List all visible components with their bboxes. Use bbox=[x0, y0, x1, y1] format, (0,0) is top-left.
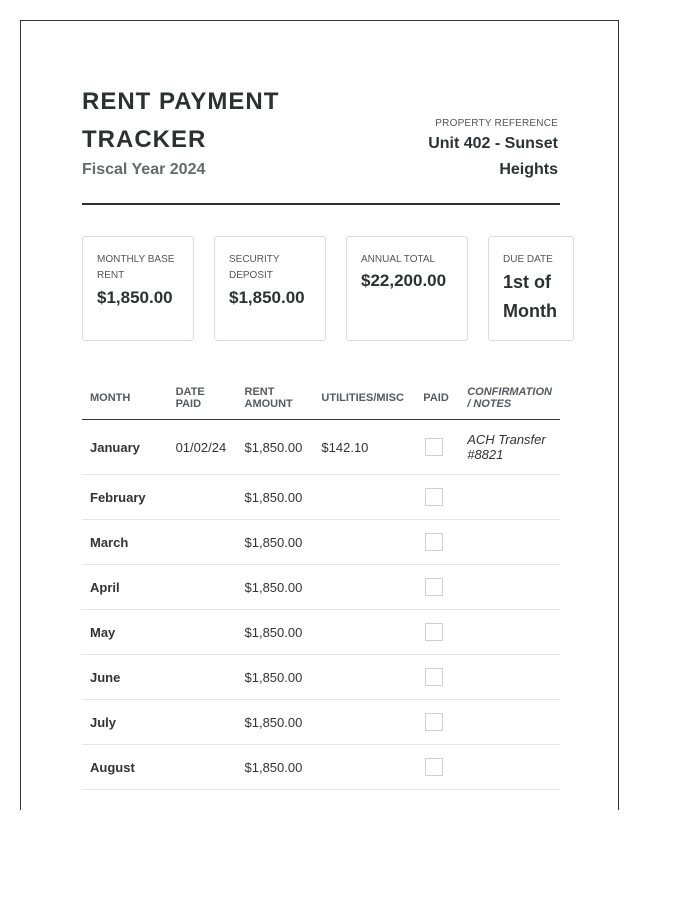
month-cell: February bbox=[82, 475, 168, 520]
rent-amount-cell: $1,850.00 bbox=[237, 700, 314, 745]
utilities-cell: $142.10 bbox=[313, 420, 415, 475]
rent-amount-cell: $1,850.00 bbox=[237, 520, 314, 565]
month-cell: May bbox=[82, 610, 168, 655]
table-row bbox=[82, 420, 560, 475]
notes-cell bbox=[459, 565, 560, 610]
notes-cell: ACH Transfer #8821 bbox=[459, 420, 560, 475]
table-row bbox=[82, 565, 560, 610]
table-row bbox=[82, 700, 560, 745]
column-header-rent-amount: RENT AMOUNT bbox=[237, 376, 314, 420]
table-row bbox=[82, 745, 560, 790]
header-divider bbox=[82, 203, 560, 205]
column-header-date-paid: DATE PAID bbox=[168, 376, 237, 420]
summary-card-value: $1,850.00 bbox=[229, 288, 305, 307]
paid-checkbox[interactable] bbox=[425, 533, 443, 551]
utilities-cell bbox=[313, 655, 415, 700]
utilities-cell bbox=[313, 520, 415, 565]
paid-cell bbox=[415, 420, 459, 475]
notes-cell bbox=[459, 610, 560, 655]
date-paid-cell bbox=[168, 610, 237, 655]
utilities-cell bbox=[313, 475, 415, 520]
paid-cell bbox=[415, 475, 459, 520]
summary-card-monthly-rent bbox=[82, 236, 194, 341]
month-cell: April bbox=[82, 565, 168, 610]
date-paid-cell bbox=[168, 520, 237, 565]
column-header-paid: PAID bbox=[415, 376, 459, 420]
utilities-cell bbox=[313, 565, 415, 610]
payment-table bbox=[82, 376, 560, 790]
column-header-month: MONTH bbox=[82, 376, 168, 420]
paid-cell bbox=[415, 700, 459, 745]
rent-amount-cell: $1,850.00 bbox=[237, 745, 314, 790]
table-row bbox=[82, 655, 560, 700]
utilities-cell bbox=[313, 745, 415, 790]
property-reference-value: Unit 402 - Sunset Heights bbox=[428, 135, 558, 178]
paid-cell bbox=[415, 565, 459, 610]
paid-checkbox[interactable] bbox=[425, 623, 443, 641]
summary-card-value: $1,850.00 bbox=[97, 288, 173, 307]
table-header-row bbox=[82, 376, 560, 420]
rent-amount-cell: $1,850.00 bbox=[237, 610, 314, 655]
paid-cell bbox=[415, 520, 459, 565]
summary-card-annual-total bbox=[346, 236, 468, 341]
summary-card-label: SECURITY DEPOSIT bbox=[229, 254, 280, 281]
month-cell: August bbox=[82, 745, 168, 790]
summary-card-security-deposit bbox=[214, 236, 326, 341]
table-row bbox=[82, 475, 560, 520]
summary-card-label: DUE DATE bbox=[503, 254, 553, 265]
summary-card-due-date bbox=[488, 236, 574, 341]
rent-amount-cell: $1,850.00 bbox=[237, 565, 314, 610]
table-row bbox=[82, 610, 560, 655]
page-title: RENT PAYMENT TRACKER bbox=[82, 88, 280, 153]
utilities-cell bbox=[313, 610, 415, 655]
date-paid-cell bbox=[168, 745, 237, 790]
column-header-utilities: UTILITIES/MISC bbox=[313, 376, 415, 420]
summary-card-value: 1st of Month bbox=[503, 272, 557, 321]
document-page bbox=[20, 20, 619, 810]
paid-cell bbox=[415, 745, 459, 790]
rent-amount-cell: $1,850.00 bbox=[237, 475, 314, 520]
paid-checkbox[interactable] bbox=[425, 488, 443, 506]
notes-cell bbox=[459, 520, 560, 565]
notes-cell bbox=[459, 655, 560, 700]
fiscal-year-subtitle: Fiscal Year 2024 bbox=[82, 161, 206, 178]
notes-cell bbox=[459, 475, 560, 520]
paid-checkbox[interactable] bbox=[425, 578, 443, 596]
utilities-cell bbox=[313, 700, 415, 745]
date-paid-cell bbox=[168, 565, 237, 610]
month-cell: June bbox=[82, 655, 168, 700]
date-paid-cell: 01/02/24 bbox=[168, 420, 237, 475]
column-header-notes: CONFIRMATION / NOTES bbox=[459, 376, 560, 420]
paid-checkbox[interactable] bbox=[425, 668, 443, 686]
rent-amount-cell: $1,850.00 bbox=[237, 420, 314, 475]
paid-checkbox[interactable] bbox=[425, 438, 443, 456]
notes-cell bbox=[459, 745, 560, 790]
paid-cell bbox=[415, 610, 459, 655]
date-paid-cell bbox=[168, 655, 237, 700]
month-cell: March bbox=[82, 520, 168, 565]
paid-checkbox[interactable] bbox=[425, 758, 443, 776]
paid-cell bbox=[415, 655, 459, 700]
month-cell: July bbox=[82, 700, 168, 745]
rent-amount-cell: $1,850.00 bbox=[237, 655, 314, 700]
date-paid-cell bbox=[168, 700, 237, 745]
summary-card-label: ANNUAL TOTAL bbox=[361, 254, 436, 265]
table-row bbox=[82, 520, 560, 565]
summary-card-value: $22,200.00 bbox=[361, 271, 447, 290]
summary-card-label: MONTHLY BASE RENT bbox=[97, 254, 175, 281]
notes-cell bbox=[459, 700, 560, 745]
property-reference-label: PROPERTY REFERENCE bbox=[435, 118, 558, 129]
month-cell: January bbox=[82, 420, 168, 475]
paid-checkbox[interactable] bbox=[425, 713, 443, 731]
date-paid-cell bbox=[168, 475, 237, 520]
